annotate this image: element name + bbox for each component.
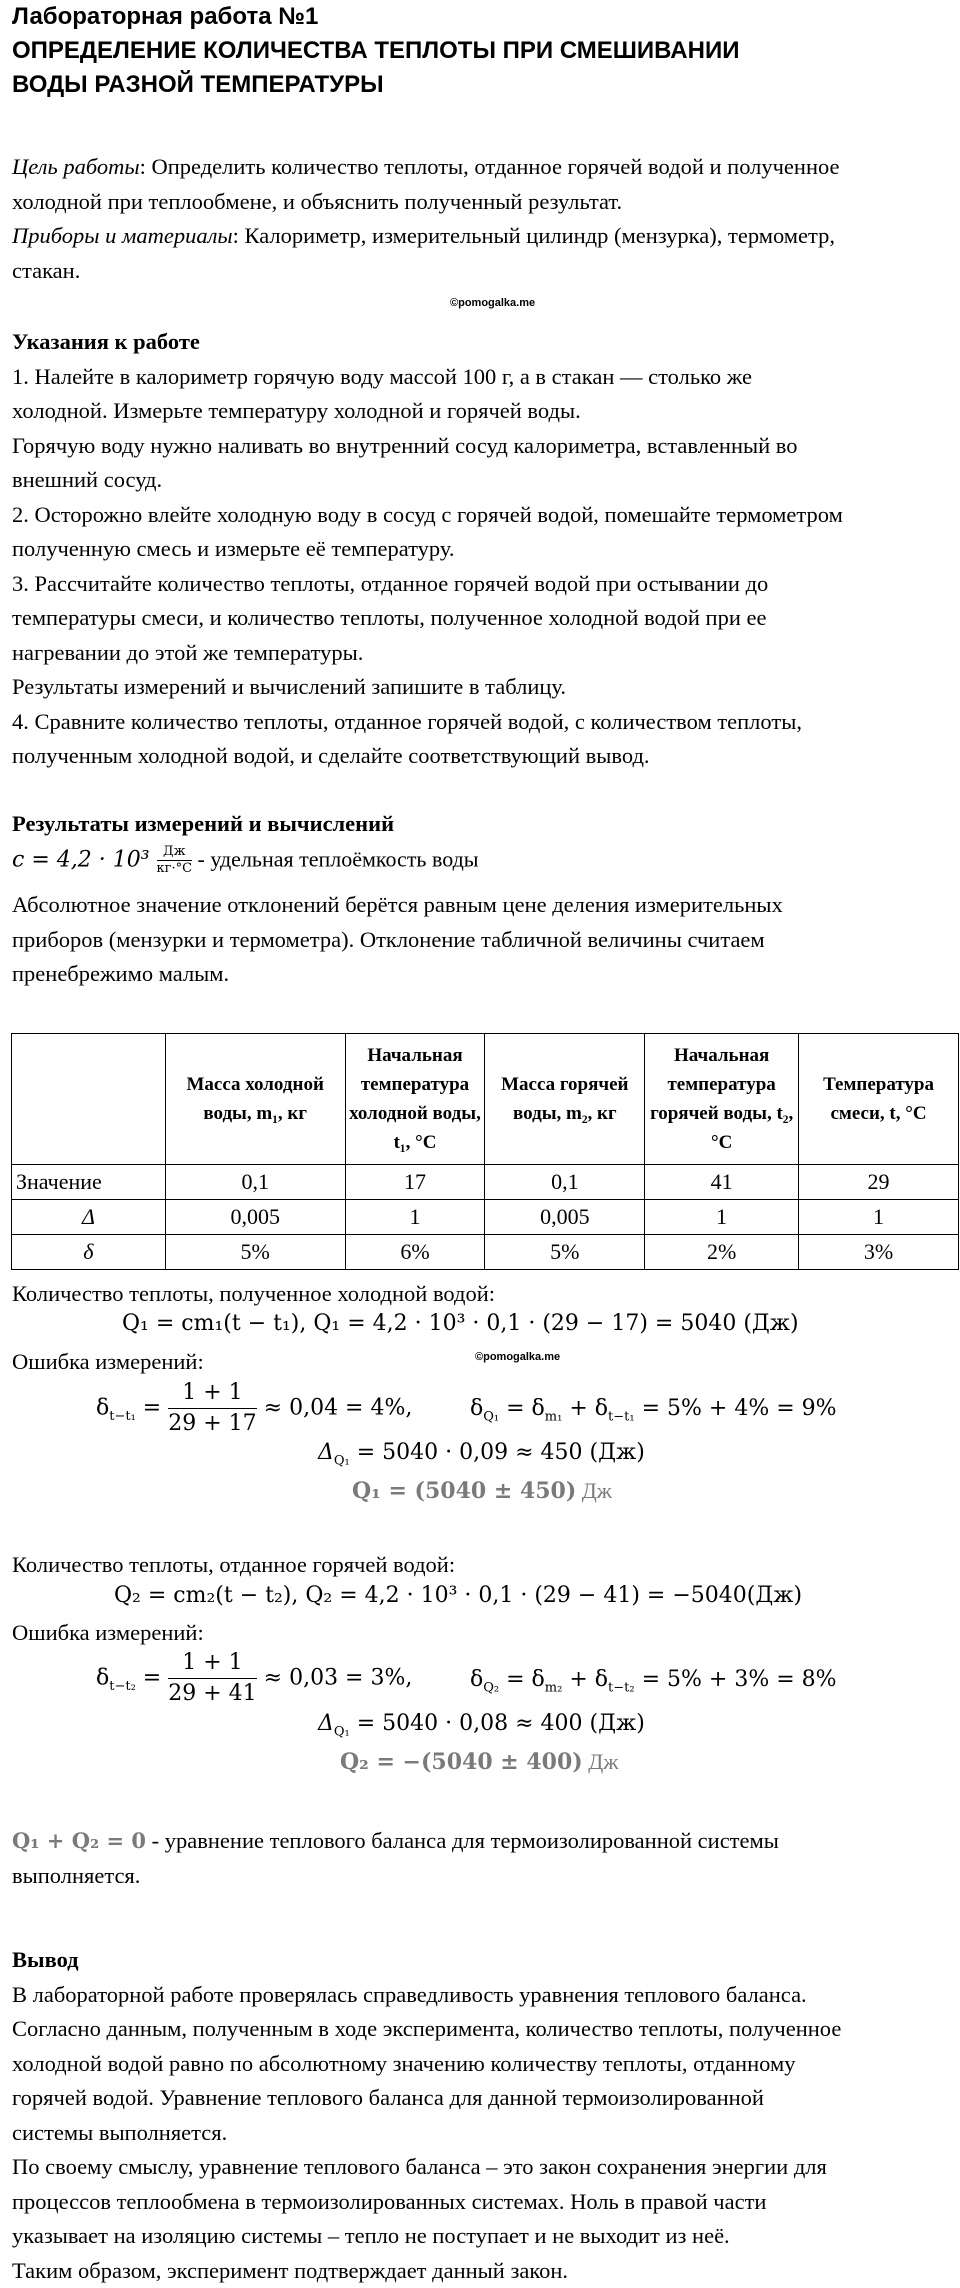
conclusion-section (12, 1943, 947, 2288)
delta-subscript: t−t₂ (109, 1678, 136, 1694)
conclusion-line: холодной водой равно по абсолютному значению количеству теплоты, отданному (12, 2050, 796, 2076)
calc1-q-relative-error (470, 1396, 837, 1424)
delta-symbol: δ (96, 1395, 110, 1421)
table-cell: 17 (345, 1165, 485, 1200)
table-header-cell: Масса холодной воды, m₁, кг (165, 1034, 345, 1165)
instruction-line: полученную смесь и измерьте её температуру. (12, 536, 455, 561)
conclusion-line: горячей водой. Уравнение теплового баланса для данной термоизолированной (12, 2085, 764, 2110)
delta-subscript: m₁ (544, 1409, 563, 1425)
goal-paragraph (12, 150, 947, 288)
goal-label: Цель работы (12, 154, 140, 179)
specific-heat-unit (157, 844, 193, 877)
instruction-line: нагревании до этой же температуры. (12, 639, 364, 665)
calc1-intro: Количество теплоты, полученное холодной водой: (12, 1281, 496, 1306)
abs-error-symbol: Δ (318, 1440, 334, 1465)
paragraph-line: приборов (мензурки и термометра). Отклонение табличной величины считаем (12, 926, 765, 952)
delta-eq: = δ (506, 1667, 545, 1692)
table-cell: 5% (485, 1235, 645, 1270)
balance-text-2: выполняется. (12, 1862, 141, 1888)
table-cell: 6% (345, 1235, 485, 1270)
specific-heat-line (12, 844, 479, 877)
results-heading: Результаты измерений и вычислений (12, 811, 395, 836)
table-header-cell: Начальная температура холодной воды, t₁, °С (345, 1034, 485, 1165)
table-cell: 2% (645, 1235, 799, 1270)
delta-symbol: δ (470, 1396, 484, 1421)
calc2-intro: Количество теплоты, отданное горячей водой: (12, 1552, 456, 1577)
result-value: Q₂ = −(5040 ± 400) (340, 1749, 583, 1775)
instruction-line: внешний сосуд. (12, 467, 163, 492)
specific-heat-formula: c = 4,2 · 10³ (12, 847, 150, 873)
watermark: ©pomogalka.me (475, 1351, 561, 1363)
table-cell: 1 (645, 1200, 799, 1235)
calc2-fraction (168, 1648, 256, 1709)
abs-error-symbol: Δ (318, 1711, 334, 1736)
calc2-absolute-error (318, 1711, 645, 1739)
calc2-formula: Q₂ = cm₂(t − t₂), Q₂ = 4,2 · 10³ · 0,1 · (29 − 41) = −5040(Дж) (114, 1583, 803, 1608)
row-label-rel-error: δ (12, 1235, 166, 1270)
instruction-line: температуры смеси, и количество теплоты, полученное холодной водой при ее (12, 605, 767, 630)
delta-eq: = δ (506, 1396, 545, 1421)
table-cell: 1 (799, 1200, 959, 1235)
results-table (11, 1033, 959, 1270)
calc2-error-label: Ошибка измерений: (12, 1620, 204, 1645)
instructions-section (12, 325, 947, 774)
table-row (12, 1200, 959, 1235)
delta-value: = 5% + 4% = 9% (634, 1396, 837, 1421)
abs-error-subscript: Q₁ (333, 1724, 350, 1740)
delta-plus: + δ (562, 1396, 609, 1421)
conclusion-heading: Вывод (12, 1947, 79, 1972)
result-unit: Дж (582, 1749, 619, 1774)
calc1-relative-error: $\delta_{t-t_1}$ = $\frac{1 + 1}{29 + 17}$ ≈ 0,04 = 4%, (96, 1378, 412, 1439)
calc1-formula: Q₁ = cm₁(t − t₁), Q₁ = 4,2 · 10³ · 0,1 · (29 − 17) = 5040 (Дж) (122, 1311, 799, 1336)
delta-value: ≈ 0,03 = 3%, (263, 1665, 413, 1691)
row-label-abs-error: Δ (12, 1200, 166, 1235)
abs-error-value: = 5040 · 0,08 ≈ 400 (Дж) (349, 1711, 645, 1736)
delta-plus: + δ (562, 1667, 609, 1692)
abs-error-subscript: Q₁ (333, 1453, 350, 1469)
conclusion-line: процессов теплообмена в термоизолированных системах. Ноль в правой части (12, 2188, 767, 2214)
watermark: ©pomogalka.me (450, 297, 536, 309)
table-row (12, 1235, 959, 1270)
delta-subscript: t−t₁ (109, 1408, 136, 1424)
table-cell: 0,005 (165, 1200, 345, 1235)
instruction-line: холодной. Измерьте температуру холодной и горячей воды. (12, 398, 581, 423)
goal-text-1: : Определить количество теплоты, отданное горячей водой и полученное (139, 154, 840, 179)
calc2-result (340, 1749, 618, 1775)
delta-value: = 5% + 3% = 8% (634, 1667, 837, 1692)
unit-denominator: кг·°С (156, 861, 193, 876)
balance-text-1: - уравнение теплового баланса для термоизолированной системы (146, 1828, 779, 1853)
calc1-error-label: Ошибка измерений: (12, 1349, 204, 1374)
table-header-cell: Масса горячей воды, m₂, кг (485, 1034, 645, 1165)
table-row (12, 1165, 959, 1200)
abs-error-value: = 5040 · 0,09 ≈ 450 (Дж) (349, 1440, 645, 1465)
table-header-cell (12, 1034, 166, 1165)
conclusion-line: системы выполняется. (12, 2119, 228, 2145)
instruction-line: полученным холодной водой, и сделайте соответствующий вывод. (12, 743, 650, 768)
conclusion-line: Согласно данным, полученным в ходе эксперимента, количество теплоты, полученное (12, 2016, 842, 2041)
equipment-label: Приборы и материалы (12, 223, 233, 248)
equipment-text-2: стакан. (12, 257, 81, 283)
lab-number: Лабораторная работа №1 (12, 3, 319, 30)
table-header-cell: Температура смеси, t, °С (799, 1034, 959, 1165)
row-label-value: Значение (12, 1165, 166, 1200)
calc2-q-relative-error (470, 1667, 837, 1695)
goal-text-2: холодной при теплообмене, и объяснить полученный результат. (12, 188, 623, 214)
instruction-line: 3. Рассчитайте количество теплоты, отданное горячей водой при остывании до (12, 570, 769, 596)
absolute-error-paragraph (12, 888, 947, 992)
equipment-text-1: : Калориметр, измерительный цилиндр (мензурка), термометр, (232, 223, 835, 248)
table-cell: 29 (799, 1165, 959, 1200)
delta-subscript: Q₁ (483, 1409, 500, 1425)
table-cell: 5% (165, 1235, 345, 1270)
instruction-line: Горячую воду нужно наливать во внутренний сосуд калориметра, вставленный во (12, 432, 798, 458)
document-header (12, 0, 952, 102)
instruction-line: 4. Сравните количество теплоты, отданное горячей водой, с количеством теплоты, (12, 708, 802, 734)
calc2-relative-error: $\delta_{t-t_2}$ = $\frac{1 + 1}{29 + 41}$ ≈ 0,03 = 3%, (96, 1648, 412, 1709)
delta-symbol: δ (96, 1665, 110, 1691)
delta-subscript: m₂ (544, 1680, 563, 1696)
conclusion-line: По своему смыслу, уравнение теплового баланса – это закон сохранения энергии для (12, 2154, 827, 2179)
conclusion-line: В лабораторной работе проверялась справедливость уравнения теплового баланса. (12, 1981, 807, 2007)
instructions-heading: Указания к работе (12, 329, 200, 354)
balance-equation: Q₁ + Q₂ = 0 (12, 1828, 147, 1853)
conclusion-line: Таким образом, эксперимент подтверждает данный закон. (12, 2257, 569, 2283)
paragraph-line: пренебрежимо малым. (12, 961, 230, 986)
fraction-numerator: 1 + 1 (168, 1648, 256, 1679)
table-cell: 0,1 (165, 1165, 345, 1200)
fraction-numerator: 1 + 1 (168, 1378, 256, 1409)
table-header-row (12, 1034, 959, 1165)
table-header-cell: Начальная температура горячей воды, t₂, °С (645, 1034, 799, 1165)
table-cell: 0,1 (485, 1165, 645, 1200)
table-cell: 1 (345, 1200, 485, 1235)
table-cell: 3% (799, 1235, 959, 1270)
table-cell: 41 (645, 1165, 799, 1200)
page-title-line-2: ВОДЫ РАЗНОЙ ТЕМПЕРАТУРЫ (12, 71, 384, 98)
delta-symbol: δ (470, 1667, 484, 1692)
instruction-line: Результаты измерений и вычислений запишите в таблицу. (12, 674, 567, 699)
instruction-line: 2. Осторожно влейте холодную воду в сосуд с горячей водой, помешайте термометром (12, 501, 843, 527)
instruction-line: 1. Налейте в калориметр горячую воду массой 100 г, а в стакан — столько же (12, 363, 752, 389)
delta-subscript: t−t₂ (608, 1680, 635, 1696)
fraction-denominator: 29 + 41 (168, 1681, 257, 1706)
specific-heat-text: - удельная теплоёмкость воды (192, 846, 479, 872)
calc1-result (352, 1478, 612, 1504)
balance-paragraph (12, 1824, 947, 1893)
delta-subscript: Q₂ (483, 1680, 500, 1696)
calc1-absolute-error (318, 1440, 645, 1468)
delta-subscript: t−t₁ (608, 1409, 635, 1425)
conclusion-line: указывает на изоляцию системы – тепло не поступает и не выходит из неё. (12, 2223, 730, 2248)
calc1-fraction (168, 1378, 256, 1439)
table-cell: 0,005 (485, 1200, 645, 1235)
result-unit: Дж (576, 1478, 612, 1503)
unit-numerator: Дж (157, 844, 193, 861)
paragraph-line: Абсолютное значение отклонений берётся равным цене деления измерительных (12, 892, 783, 917)
result-value: Q₁ = (5040 ± 450) (352, 1478, 577, 1504)
fraction-denominator: 29 + 17 (168, 1411, 257, 1436)
delta-value: ≈ 0,04 = 4%, (263, 1395, 413, 1421)
page-title-line-1: ОПРЕДЕЛЕНИЕ КОЛИЧЕСТВА ТЕПЛОТЫ ПРИ СМЕШИВАНИИ (12, 37, 740, 64)
